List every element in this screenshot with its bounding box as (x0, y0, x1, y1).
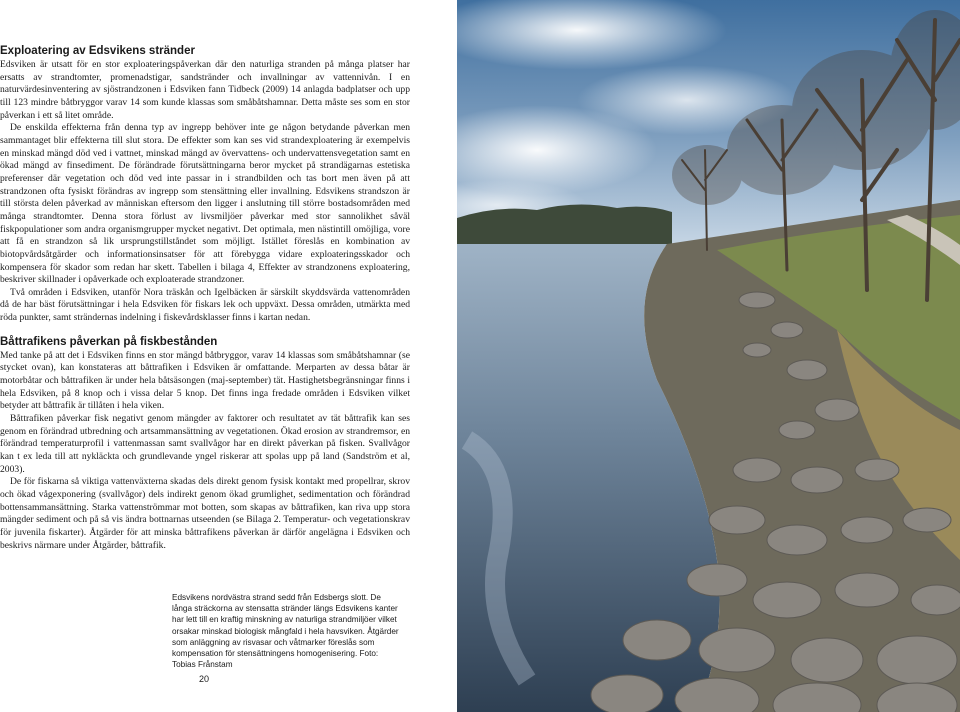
paragraph: Två områden i Edsviken, utanför Nora träskån och Igelbäcken är särskilt skyddsvärda vattenområden då de har bäst förutsättningar i hela Edsviken för fiskars lek och uppväxt. Dessa områden, utmärkta med röda punkter, samt strändernas indelning i fiskevårdsklasser finns i kartan nedan. (0, 286, 410, 324)
paragraph: Med tanke på att det i Edsviken finns en stor mängd båtbryggor, varav 14 klassas som småbåtshamnar (se stycket ovan), kan konstateras att båttrafiken i Edsviken är omfattande. Merparten av dessa båtar är motorbåtar och båttrafiken är under hela båtsäsongen (maj-september) tät. Hastighetsbegränsningar finns i hela Edsviken, på 8 knop och i vissa delar 5 knop. Det finns inga fredade områden i Edsviken vilket betyder att båttrafik är tillåten i hela viken. (0, 349, 410, 412)
paragraph: Edsviken är utsatt för en stor exploateringspåverkan där den naturliga stranden på många platser har ersatts av strandtomter, promenadstigar, sandstränder och invallningar av vattennivån. I en naturvärdesinventering av sjöstrandzonen i Edsviken fann Tidbeck (2009) 14 anlagda badplatser och upp till 123 mindre båtbryggor varav 14 som kunde klassas som småbåtshamnar. Detta måste ses som en stor påverkan i ett så litet område. (0, 59, 410, 121)
paragraph: De för fiskarna så viktiga vattenväxterna skadas dels direkt genom fysisk kontakt med propellrar, skrov och ökad vågexponering (svallvågor) dels indirekt genom ökad grumlighet, sedimentation och förändrad bottensammansättning. Starka vattenströmmar mot botten, som skapas av båttrafiken, kan riva upp stora mängder sediment och på så vis ändra bottnarnas utseenden (se Bilaga 2. Temperatur- och vegetationskrav för juvenila fiskarter). Åtgärder för att minska båttrafikens påverkan är därför angelägna i Edsviken och beskrivs närmare under Åtgärder, båttrafik. (0, 476, 410, 551)
paragraph: De enskilda effekterna från denna typ av ingrepp behöver inte ge någon betydande påverkan men sammantaget blir effekterna till slut stora. De effekter som kan ses vid strandexploatering är exempelvis en minskad mängd död ved i vattnet, minskad mängd av övervattens- och undervattensvegetation samt en ökad mängd av finsediment. De förändrade förutsättningarna beror mycket på strandägarnas estetiska preferenser där vegetation och död ved inte passar in i strandbilden och tas bort men även på att strandzonen ofta fysiskt förändras av ingrepp som stensättning eller invallning. Edsvikens strandszon är till största delen påverkad av människan eftersom den ligger i anslutning till större bostadsområden med många strandtomter. Denna stora förlust av livsmiljöer påverkar med stor sannolikhet såväl fiskpopulationer som andra organismgrupper mycket negativt. Det optimala, men nästintill omöjliga, vore att få en strandzon så lik ursprungstillståndet som möjligt. Istället föreslås en kombination av biotopvårdsåtgärder och informationsinsatser för att förebygga vidare exploateringsskador och kompensera för skador som redan har skett. Tabellen i bilaga 4, Effekter av strandzonens exploatering, beskriver skillnader i opåverkade och exploaterade strandzoner. (0, 122, 410, 286)
shoreline-photo (457, 0, 960, 712)
section-heading-battrafik: Båttrafikens påverkan på fiskbestånden (0, 335, 218, 348)
photo-caption: Edsvikens nordvästra strand sedd från Edsbergs slott. De långa sträckorna av stensatta stränder längs Edsvikens kanter har lett till en kraftig minskning av naturliga strandmiljöer vilket orsakar minskad biologisk mångfald i hela havsviken. Åtgärder som anläggning av risvasar och våtmarker föreslås som kompensation för stensättningens homogenisering. Foto: Tobias Frånstam (172, 593, 399, 670)
page-number: 20 (199, 674, 210, 684)
paragraph: Båttrafiken påverkar fisk negativt genom mängder av faktorer och resultatet av tät båttrafik kan ses genom en förändrad utbredning och artsammansättning av vegetationen. Ökad erosion av strandremsor, en förändrad temperaturprofil i vattenmassan samt svallvågor har en direkt påverkan på fisken. Svallvågor kan t ex leda till att nykläckta och grundlevande yngel riskerar att spolas upp på land (Sandström et al, 2003). (0, 413, 410, 475)
section-heading-exploatering: Exploatering av Edsvikens stränder (0, 45, 195, 57)
text-column (0, 44, 410, 552)
